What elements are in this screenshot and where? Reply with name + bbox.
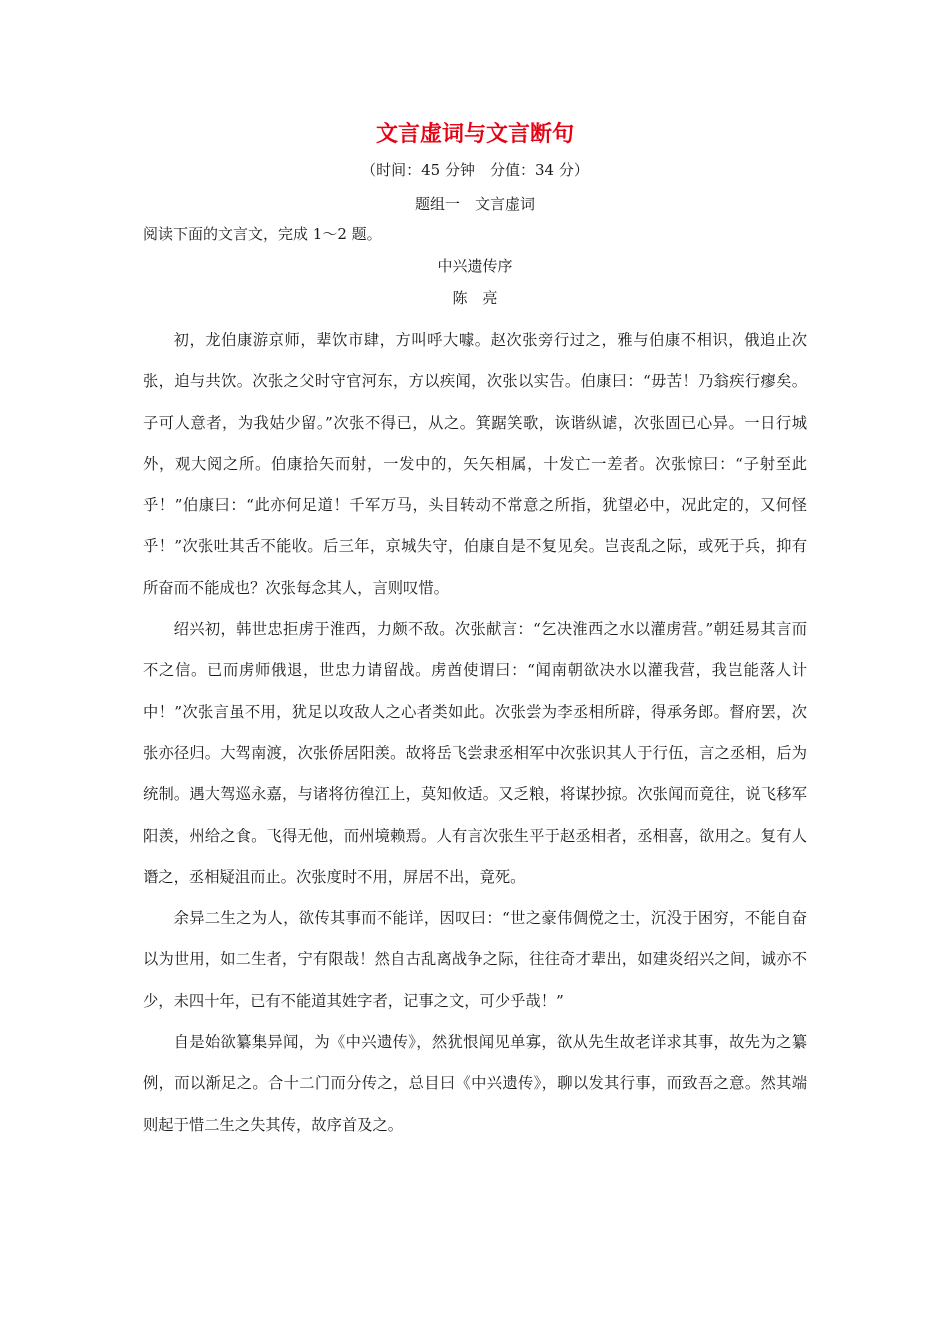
essay-author: 陈 亮 — [452, 289, 498, 307]
essay-paragraph-3: 余异二生之为人，欲传其事而不能详，因叹曰：“世之豪伟倜傥之士，沉没于困穷，不能自奋以为世用，如二生者，宁有限哉！然自古乱离战争之际，往往奇才辈出，如建炎绍兴之间，诚亦不少，未四十年，已有不能道其姓字者，记事之文，可少乎哉！” — [143, 909, 807, 1010]
document-title: 文言虚词与文言断句 — [375, 121, 574, 147]
question-group-heading: 题组一 文言虚词 — [414, 195, 535, 213]
essay-paragraph-2: 绍兴初，韩世忠拒虏于淮西，力颇不敌。次张献言：“乞决淮西之水以灌虏营。”朝廷易其言而不之信。已而虏师俄退，世忠力请留战。虏酋使谓曰：“闻南朝欲决水以灌我营，我岂能落人计中！”次张言虽不用，犹足以攻敌人之心者类如此。次张尝为李丞相所辟，得承务郎。督府罢，次张亦径归。大驾南渡，次张侨居阳羡。故将岳飞尝隶丞相军中次张识其人于行伍，言之丞相，后为统制。遇大驾巡永嘉，与诸将彷徨江上，莫知攸适。又乏粮，将谋抄掠。次张闻而竟往，说飞移军阳羡，州给之食。飞得无他，而州境赖焉。人有言次张生平于赵丞相者，丞相喜，欲用之。复有人谮之，丞相疑沮而止。次张度时不用，屏居不出，竟死。 — [143, 620, 807, 886]
essay-paragraph-1: 初，龙伯康游京师，辈饮市肆，方叫呼大噱。赵次张旁行过之，雅与伯康不相识，俄追止次张，迫与共饮。次张之父时守官河东，方以疾闻，次张以实告。伯康曰：“毋苦！乃翁疾行瘳矣。子可人意者，为我姑少留。”次张不得已，从之。箕踞笑歌，诙谐纵谑，次张固已心异。一日行城外，观大阅之所。伯康拾矢而射，一发中的，矢矢相属，十发亡一差者。次张惊曰：“子射至此乎！”伯康曰：“此亦何足道！千军万马，头目转动不常意之所指，犹望必中，况此定的，又何怪乎！”次张吐其舌不能收。后三年，京城失守，伯康自是不复见矣。岂丧乱之际，或死于兵，抑有所奋而不能成也？次张每念其人，言则叹惜。 — [143, 331, 807, 597]
essay-paragraph-4: 自是始欲纂集异闻，为《中兴遗传》，然犹恨闻见单寡，欲从先生故老详求其事，故先为之纂例，而以渐足之。合十二门而分传之，总目曰《中兴遗传》，聊以发其行事，而致吾之意。然其端则起于惜二生之失其传，故序首及之。 — [143, 1033, 807, 1134]
essay-title: 中兴遗传序 — [437, 257, 513, 275]
reading-instruction: 阅读下面的文言文，完成 1～2 题。 — [143, 225, 382, 243]
document-page — [143, 118, 807, 1146]
time-score-info: （时间：45 分钟 分值：34 分） — [361, 161, 589, 179]
